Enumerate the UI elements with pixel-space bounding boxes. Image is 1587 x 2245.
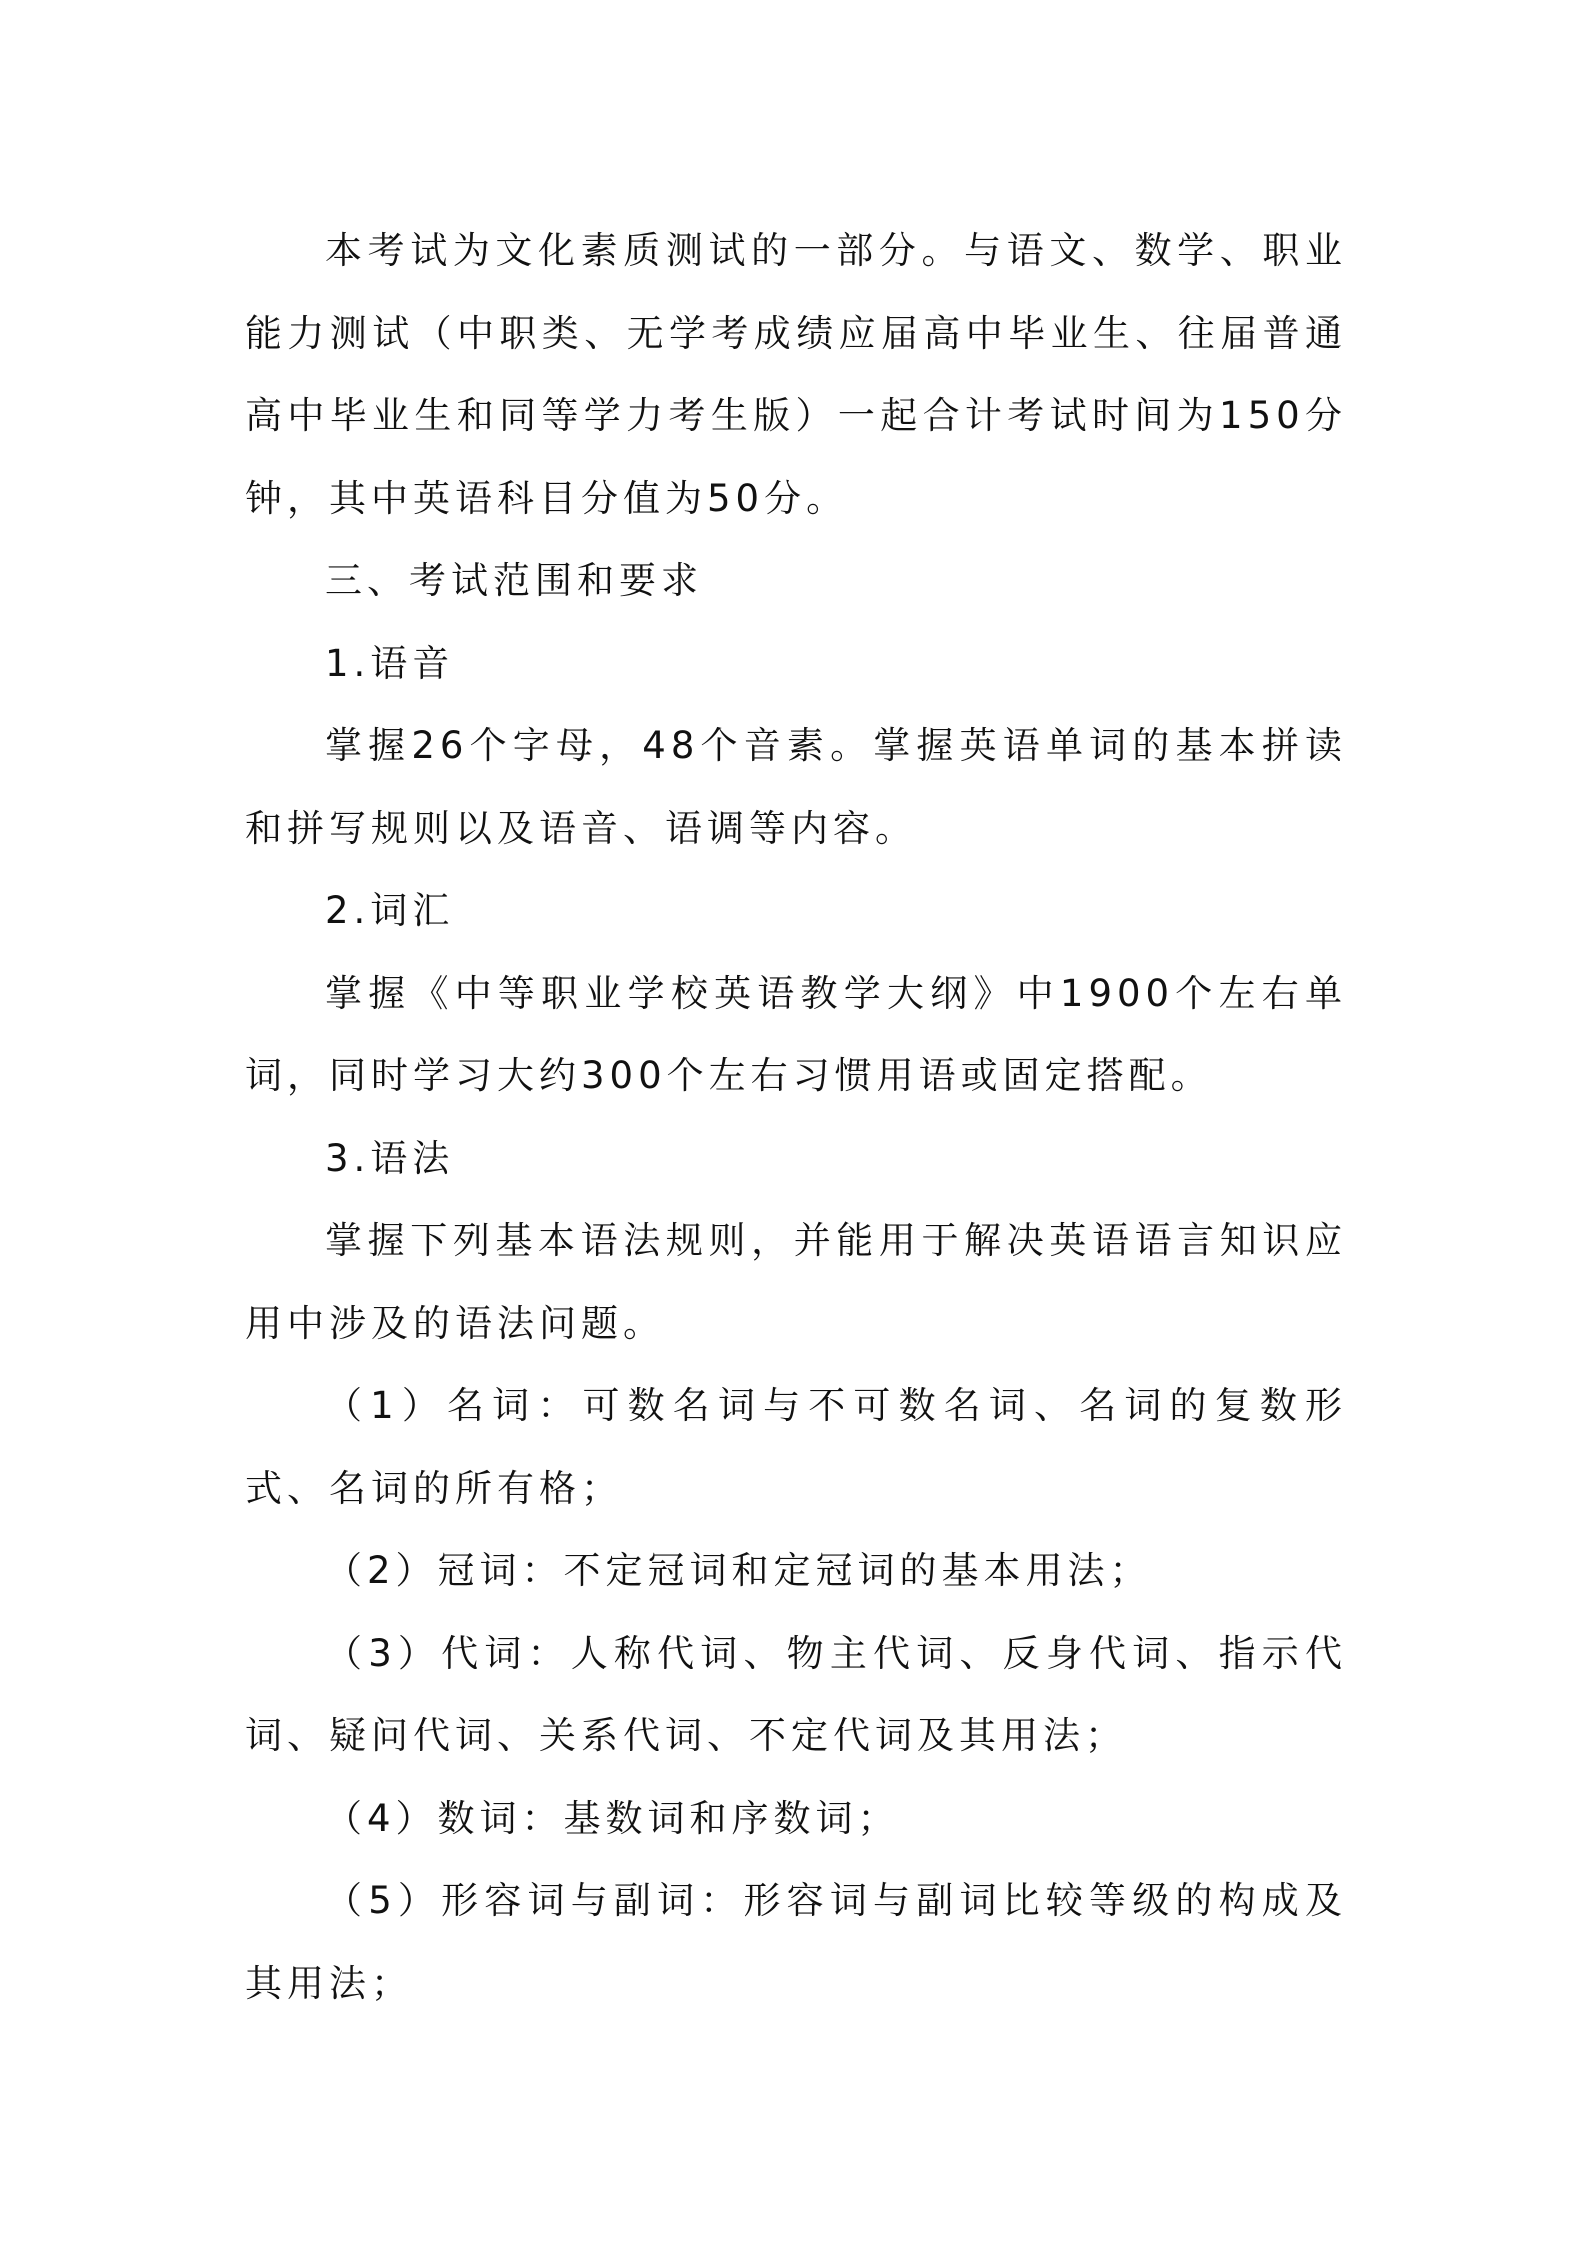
subheading-grammar: 3.语法	[325, 1136, 455, 1180]
grammar-item-nouns: （1）名词：可数名词与不可数名词、名词的复数形式、名词的所有格；	[245, 1384, 1347, 1510]
vocabulary-paragraph: 掌握《中等职业学校英语教学大纲》中1900个左右单词，同时学习大约300个左右习惯用语或固定搭配。	[245, 971, 1347, 1097]
grammar-item-articles: （2）冠词：不定冠词和定冠词的基本用法；	[325, 1549, 1152, 1592]
grammar-item-pronouns: （3）代词：人称代词、物主代词、反身代词、指示代词、疑问代词、关系代词、不定代词及其用法；	[245, 1631, 1347, 1757]
phonetics-paragraph: 掌握26个字母，48个音素。掌握英语单词的基本拼读和拼写规则以及语音、语调等内容。	[245, 724, 1347, 850]
section-heading-exam-scope: 三、考试范围和要求	[325, 559, 703, 602]
page-body	[245, 210, 1347, 2025]
subheading-vocabulary: 2.词汇	[325, 889, 455, 932]
intro-paragraph: 本考试为文化素质测试的一部分。与语文、数学、职业能力测试（中职类、无学考成绩应届高中毕业生、往届普通高中毕业生和同等学力考生版）一起合计考试时间为150分钟，其中英语科目分值为50分。	[245, 229, 1347, 520]
grammar-item-adjectives-adverbs: （5）形容词与副词：形容词与副词比较等级的构成及其用法；	[245, 1879, 1347, 2005]
grammar-item-numerals: （4）数词：基数词和序数词；	[325, 1796, 900, 1840]
grammar-paragraph: 掌握下列基本语法规则，并能用于解决英语语言知识应用中涉及的语法问题。	[245, 1219, 1347, 1345]
subheading-phonetics: 1.语音	[325, 641, 455, 685]
